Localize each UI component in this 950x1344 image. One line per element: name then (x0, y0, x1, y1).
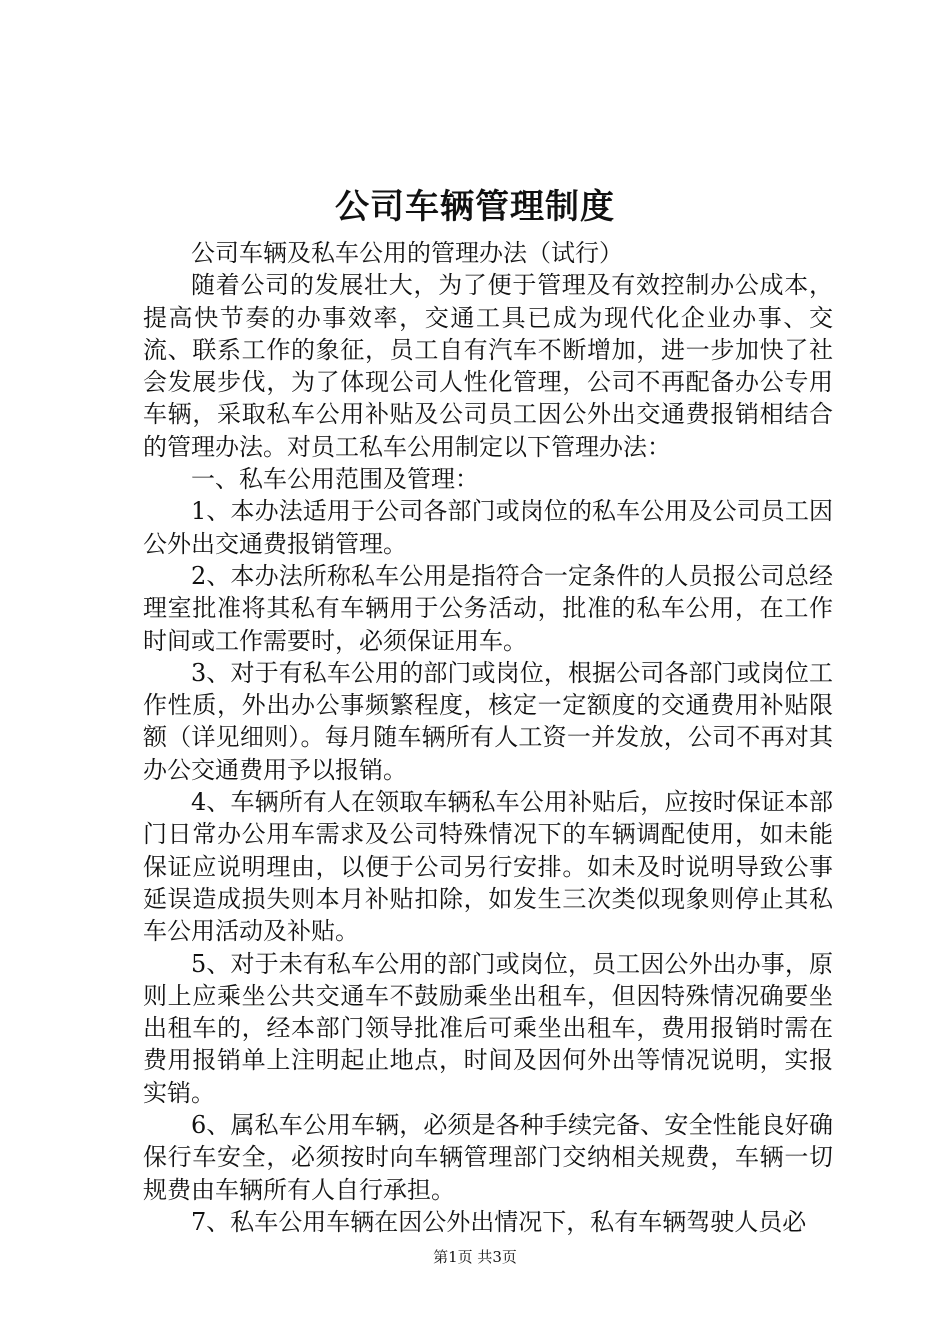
subtitle-paragraph: 公司车辆及私车公用的管理办法（试行） (191, 239, 623, 267)
clause-paragraph: 7、私车公用车辆在因公外出情况下，私有车辆驾驶人员必 (191, 1207, 807, 1236)
clause-paragraph: 5、对于未有私车公用的部门或岗位，员工因公外出办事，原则上应乘坐公共交通车不鼓励乘坐出租车，但因特殊情况确要坐出租车的，经本部门领导批准后可乘坐出租车，费用报销时需在费用报销单上注明起止地点，时间及因何外出等情况说明，实报实销。 (143, 949, 833, 1107)
clause-paragraph: 1、本办法适用于公司各部门或岗位的私车公用及公司员工因公外出交通费报销管理。 (143, 497, 833, 558)
section-heading: 一、私车公用范围及管理： (191, 465, 479, 494)
clause-paragraph: 3、对于有私车公用的部门或岗位，根据公司各部门或岗位工作性质，外出办公事频繁程度，核定一定额度的交通费用补贴限额（详见细则）。每月随车辆所有人工资一并发放，公司不再对其办公交通费用予以报销。 (143, 658, 833, 784)
document-title: 公司车辆管理制度 (335, 187, 615, 227)
clause-paragraph: 2、本办法所称私车公用是指符合一定条件的人员报公司总经理室批准将其私有车辆用于公务活动，批准的私车公用，在工作时间或工作需要时，必须保证用车。 (143, 561, 833, 655)
page-footer: 第1页 共3页 (433, 1248, 517, 1266)
clause-paragraph: 4、车辆所有人在领取车辆私车公用补贴后，应按时保证本部门日常办公用车需求及公司特殊情况下的车辆调配使用，如未能保证应说明理由，以便于公司另行安排。如未及时说明导致公事延误造成损失则本月补贴扣除，如发生三次类似现象则停止其私车公用活动及补贴。 (143, 788, 833, 946)
clause-paragraph: 6、属私车公用车辆，必须是各种手续完备、安全性能良好确保行车安全，必须按时向车辆管理部门交纳相关规费，车辆一切规费由车辆所有人自行承担。 (143, 1111, 833, 1204)
intro-paragraph: 随着公司的发展壮大，为了便于管理及有效控制办公成本，提高快节奏的办事效率，交通工具已成为现代化企业办事、交流、联系工作的象征，员工自有汽车不断增加，进一步加快了社会发展步伐，为了体现公司人性化管理，公司不再配备办公专用车辆，采取私车公用补贴及公司员工因公外出交通费报销相结合的管理办法。对员工私车公用制定以下管理办法： (143, 271, 833, 461)
document-body (143, 237, 833, 1238)
